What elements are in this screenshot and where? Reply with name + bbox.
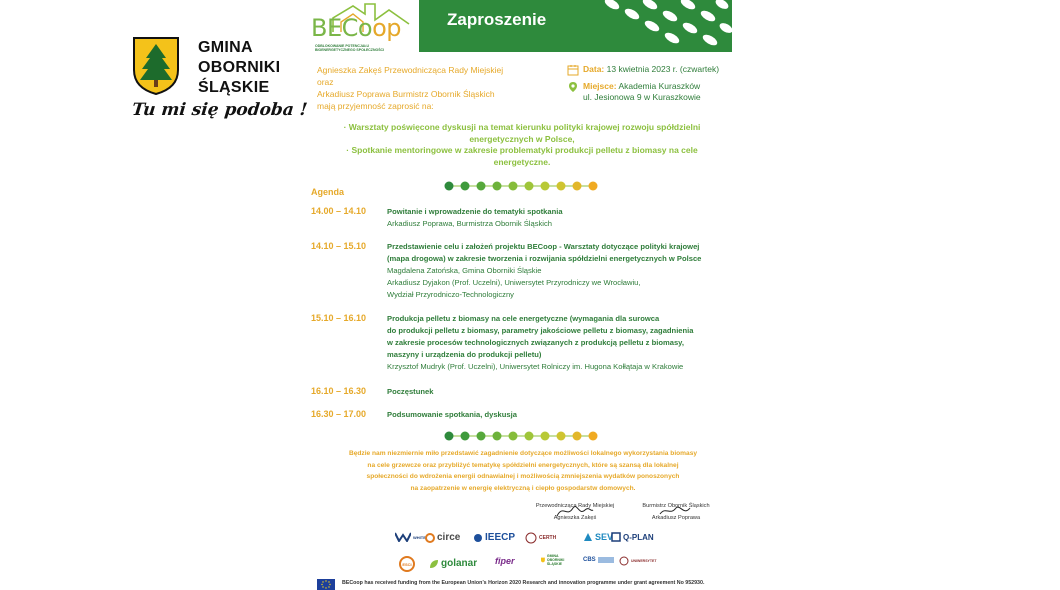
signature-scribble-icon bbox=[555, 502, 595, 520]
divider-dot bbox=[573, 432, 582, 441]
agenda-time: 14.10 – 15.10 bbox=[311, 241, 367, 251]
dot-divider-bottom bbox=[443, 429, 603, 441]
becoop-logo: BECoop ODBLOKOWANIE POTENCJAŁU BIOENERGETYCZNEGO SPOŁECZNOŚCI bbox=[311, 0, 411, 56]
esci-logo-icon bbox=[399, 556, 415, 572]
agenda-speakers: Arkadiusz Poprawa, Burmistrza Obornik Śląskich bbox=[387, 219, 553, 228]
divider-dot bbox=[493, 182, 502, 191]
eu-flag-icon bbox=[317, 579, 335, 590]
ieecp-logo-icon bbox=[473, 533, 483, 543]
partner-logo: circe bbox=[425, 532, 460, 543]
location-pin-icon bbox=[567, 81, 579, 93]
partner-logo bbox=[399, 556, 415, 572]
signature-scribble-icon bbox=[656, 502, 696, 520]
agenda-time: 16.30 – 17.00 bbox=[311, 409, 367, 419]
divider-dot bbox=[445, 182, 454, 191]
partner-logo: CERTH bbox=[525, 532, 556, 544]
divider-dot bbox=[525, 182, 534, 191]
qplan-logo-icon bbox=[611, 532, 621, 542]
divider-dot bbox=[477, 432, 486, 441]
svg-text:ESCI: ESCI bbox=[402, 562, 412, 567]
divider-dot bbox=[493, 432, 502, 441]
leaf-logo-icon bbox=[429, 559, 439, 569]
becoop-subtitle: ODBLOKOWANIE POTENCJAŁU BIOENERGETYCZNEGO SPOŁECZNOŚCI bbox=[315, 44, 385, 52]
agenda-speakers: Krzysztof Mudryk (Prof. Uczelni), Uniwersytet Rolniczy im. Hugona Kołłątaja w Krakowie bbox=[387, 362, 684, 371]
agenda-title: Powitanie i wprowadzenie do tematyki spotkania bbox=[387, 207, 563, 216]
certh-logo-icon bbox=[525, 532, 537, 544]
divider-dot bbox=[509, 432, 518, 441]
divider-dot bbox=[477, 182, 486, 191]
white-logo-icon bbox=[395, 532, 411, 542]
divider-dot bbox=[525, 432, 534, 441]
event-date: Data: 13 kwietnia 2023 r. (czwartek) bbox=[567, 64, 732, 75]
calendar-icon bbox=[567, 64, 579, 76]
partner-logo: WHITE bbox=[395, 532, 426, 542]
partner-logo: UNIWERSYTET bbox=[619, 556, 656, 566]
gmina-logo bbox=[130, 36, 309, 128]
gmina-name: GMINA OBORNIKI ŚLĄSKIE bbox=[198, 39, 281, 96]
divider-dot bbox=[541, 182, 550, 191]
divider-dot bbox=[573, 182, 582, 191]
university-logo-icon bbox=[619, 556, 629, 566]
signature-mayor: Burmistrz Obornik Śląskich Arkadiusz Poprawa bbox=[642, 503, 710, 521]
partner-logo: SEV bbox=[583, 532, 613, 542]
divider-dot bbox=[589, 182, 598, 191]
event-topics: · Warsztaty poświęcone dyskusji na temat kierunku polityki krajowej rozwoju spółdzielni energetycznych w Polsce, · Spotkanie mentoringowe w zakresie problematyki produkcji pelletu z biomasy na cele energetyczne. bbox=[343, 122, 701, 167]
agenda-title: Poczęstunek bbox=[387, 387, 434, 396]
agenda-heading: Agenda bbox=[311, 187, 345, 197]
partner-logo: fiper bbox=[495, 556, 515, 566]
agenda-speakers: Magdalena Zatońska, Gmina Oborniki Śląskie Arkadiusz Dyjakon (Prof. Uczelni), Uniwersytet Przyrodniczy we Wrocławiu, Wydział Przyrodniczo-Technologiczny bbox=[387, 266, 641, 299]
leaf-pattern-icon bbox=[592, 0, 732, 52]
gmina-crest-icon bbox=[132, 36, 180, 96]
divider-dot bbox=[445, 432, 454, 441]
divider-dot bbox=[589, 432, 598, 441]
partner-logo: CBS bbox=[583, 556, 614, 564]
banner-title: Zaproszenie bbox=[447, 10, 547, 29]
agenda-time: 16.10 – 16.30 bbox=[311, 386, 367, 396]
divider-dot bbox=[557, 182, 566, 191]
invitation-banner bbox=[419, 0, 732, 52]
divider-dot bbox=[557, 432, 566, 441]
agenda-title: Podsumowanie spotkania, dyskusja bbox=[387, 410, 517, 419]
partner-logo: Q-PLAN bbox=[611, 532, 654, 542]
gmina-small-crest-icon bbox=[541, 555, 545, 565]
eu-funding-notice bbox=[317, 578, 737, 590]
eu-funding-text: BECoop has received funding from the European Union’s Horizon 2020 Research and innovation programme under grant agreement No 952930. bbox=[342, 580, 705, 586]
event-meta bbox=[567, 64, 732, 109]
agenda-time: 14.00 – 14.10 bbox=[311, 206, 367, 216]
agenda-title: Produkcja pelletu z biomasy na cele energetyczne (wymagania dla surowca do produkcji pelletu z biomasy, parametry jakościowe pelletu z biomasy, zagadnienia w zakresie procesów technologicznych związanych z produkcją pelletu z biomasy, maszyny i urządzenia do produkcji pelletu) bbox=[387, 314, 694, 359]
event-place: Miejsce: Akademia Kuraszków ul. Jesionowa 9 w Kuraszkowie bbox=[567, 81, 732, 103]
divider-dot bbox=[541, 432, 550, 441]
partner-logo: GMINA OBORNIKI ŚLĄSKIE bbox=[541, 554, 569, 566]
partner-logo: golanar bbox=[429, 558, 477, 569]
closing-text: Będzie nam niezmiernie miło przedstawić zagadnienie dotyczące możliwości lokalnego wykorzystania biomasy na cele grzewcze oraz przybliżyć tematykę spółdzielni energetycznych, które są szansą dla lokalnej społeczności do wdrożenia energii odnawialnej i możliwością zmniejszenia wydatków ponoszonych na zaopatrzenie w energię elektryczną i ciepło gospodarstw domowych. bbox=[348, 450, 698, 492]
partner-logo: IEECP bbox=[473, 532, 515, 543]
agenda-time: 15.10 – 16.10 bbox=[311, 313, 367, 323]
agenda-title: Przedstawienie celu i założeń projektu BECoop - Warsztaty dotyczące polityki krajowej (mapa drogowa) w zakresie tworzenia i rozwijania spółdzielni energetycznych w Polsce bbox=[387, 242, 702, 263]
hosts-text: Agnieszka Zakęś Przewodnicząca Rady Miejskiej oraz Arkadiusz Poprawa Burmistrz Obornik Śląskich mają przyjemność zaprosić na: bbox=[317, 65, 504, 111]
divider-dot bbox=[461, 182, 470, 191]
divider-dot bbox=[509, 182, 518, 191]
partner-logos bbox=[395, 528, 695, 576]
sev-logo-icon bbox=[583, 532, 593, 542]
dot-divider-top bbox=[443, 179, 603, 191]
circe-logo-icon bbox=[425, 533, 435, 543]
signature-chair: Przewodnicząca Rady Miejskiej Agnieszka Zakęś bbox=[535, 503, 615, 521]
divider-dot bbox=[461, 432, 470, 441]
invitation-document bbox=[305, 0, 735, 590]
gmina-slogan: Tu mi się podoba ! bbox=[130, 100, 309, 120]
cbs-logo-icon bbox=[598, 556, 614, 564]
